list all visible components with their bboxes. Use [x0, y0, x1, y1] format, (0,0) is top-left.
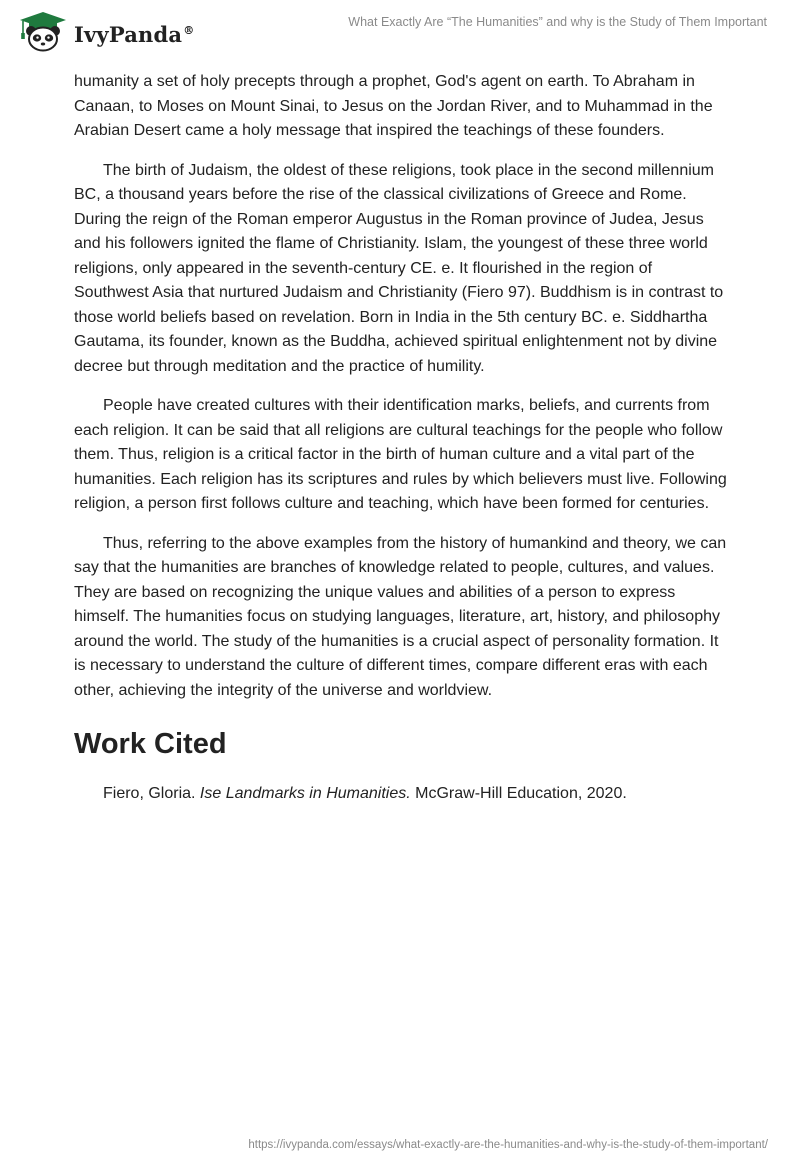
- citation-title: Ise Landmarks in Humanities.: [199, 785, 411, 802]
- brand-name: IvyPanda®: [74, 21, 195, 47]
- citation-publisher: McGraw-Hill Education, 2020.: [415, 785, 627, 802]
- essay-body: [74, 70, 730, 806]
- citation-entry: [74, 782, 730, 806]
- paragraph-3: People have created cultures with their identification marks, beliefs, and currents from each religion. It can be said that all religions are cultural teachings for the people who follow them. Thus, religion is a critical factor in the birth of human culture and a vital part of the humanities. Each religion has its scriptures and rules by which believers must live. Following religion, a person first follows culture and teaching, which have been formed for centuries.: [74, 397, 727, 512]
- brand-logo[interactable]: [14, 10, 194, 52]
- document-title: What Exactly Are “The Humanities” and why is the Study of Them Important: [348, 15, 767, 29]
- paragraph-4: Thus, referring to the above examples from the history of humankind and theory, we can say that the humanities are branches of knowledge related to people, cultures, and values. They are based on recognizing the unique values and abilities of a person to express himself. The humanities focus on studying languages, literature, art, history, and philosophy around the world. The study of the humanities is a crucial aspect of personality formation. It is necessary to understand the culture of different times, compare different eras with each other, achieving the integrity of the universe and worldview.: [74, 534, 727, 699]
- works-cited-heading: Work Cited: [74, 728, 227, 760]
- source-url-link[interactable]: https://ivypanda.com/essays/what-exactly-are-the-humanities-and-why-is-the-study-of-them-important/: [248, 1139, 768, 1151]
- panda-graduate-icon: [14, 10, 72, 52]
- page-header: [0, 0, 800, 60]
- citation-author: Fiero, Gloria.: [103, 785, 196, 802]
- paragraph-2: The birth of Judaism, the oldest of these religions, took place in the second millennium BC, a thousand years before the rise of the classical civilizations of Greece and Rome. During the reign of the Roman emperor Augustus in the Roman province of Judea, Jesus and his followers ignited the flame of Christianity. Islam, the youngest of these three world religions, only appeared in the seventh-century CE. e. It flourished in the region of Southwest Asia that nurtured Judaism and Christianity (Fiero 97). Buddhism is in contrast to those world beliefs based on revelation. Born in India in the 5th century BC. e. Siddhartha Gautama, its founder, known as the Buddha, achieved spiritual enlightenment not by divine decree but through meditation and the practice of humility.: [74, 161, 724, 375]
- paragraph-1: humanity a set of holy precepts through a prophet, God's agent on earth. To Abraham in Canaan, to Moses on Mount Sinai, to Jesus on the Jordan River, and to Muhammad in the Arabian Desert came a holy message that inspired the teachings of these founders.: [74, 73, 713, 139]
